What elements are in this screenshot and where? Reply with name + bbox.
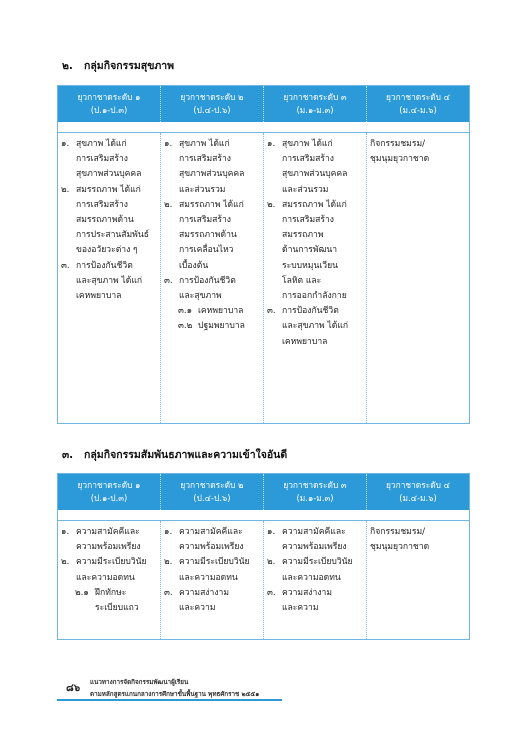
item-text-line: สมรรถภาพด้าน <box>179 230 237 241</box>
item-text <box>282 137 364 198</box>
item-text-line: การเสริมสร้าง <box>179 215 231 226</box>
item-text-line: ความพร้อมเพรียง <box>282 542 347 553</box>
item-text <box>179 586 261 616</box>
section-3-number: ๓. <box>62 449 74 461</box>
item-text-line: และส่วนรวม <box>179 184 226 195</box>
item-text-line: และส่วนรวม <box>282 184 329 195</box>
item-text <box>179 525 261 555</box>
list-item <box>164 274 261 304</box>
section-2-title: กลุ่มกิจกรรมสุขภาพ <box>84 60 175 72</box>
item-text-line: กิจกรรมชมรม/ <box>370 527 426 537</box>
section-2-header-row <box>58 86 469 122</box>
list-item <box>267 304 364 350</box>
section-2-number: ๒. <box>62 60 73 72</box>
item-number: ๑. <box>164 527 173 537</box>
item-text-line: ความมีระเบียบวินัย <box>282 557 353 568</box>
item-text <box>179 555 261 585</box>
item-text-line: การประสานสัมพันธ์ <box>76 230 149 241</box>
item-number: ๓. <box>164 275 173 286</box>
section2-cell-level-3 <box>263 133 366 423</box>
item-text-line: การเสริมสร้าง <box>76 199 128 210</box>
item-text-line: สุขภาพส่วนบุคคล <box>282 169 348 180</box>
section3-cell-level-2 <box>160 521 263 639</box>
item-text <box>282 586 364 616</box>
item-text-line: เคหพยาบาล <box>198 306 244 317</box>
item-text-line: การเสริมสร้าง <box>282 215 334 226</box>
item-text-line: สุขภาพ ได้แก่ <box>179 139 230 149</box>
item-text <box>282 198 364 304</box>
item-text <box>76 555 158 585</box>
item-text-line: ความสง่างาม <box>179 587 230 598</box>
list-item <box>164 319 261 334</box>
item-text <box>282 525 364 555</box>
item-number: ๓. <box>164 587 173 598</box>
header-level-2: ยุวกาชาดระดับ ๒ (ป.๔-ป.๖) <box>160 474 263 510</box>
item-text-line: การออกกำลังกาย <box>282 291 347 302</box>
item-text-line: ความมีระเบียบวินัย <box>179 557 250 568</box>
list-item <box>164 555 261 585</box>
list-item <box>164 137 261 198</box>
item-text-line: และความอดทน <box>179 572 238 583</box>
item-text-line: สมรรถภาพ ได้แก่ <box>76 184 141 195</box>
section-3-title: กลุ่มกิจกรรมสัมพันธภาพและความเข้าใจอันดี <box>84 449 288 461</box>
item-text <box>76 525 158 555</box>
list-item <box>267 555 364 585</box>
item-text-line: การป้องกันชีวิต <box>179 275 236 286</box>
list-item <box>61 586 158 616</box>
item-text-line: สมรรถภาพ ได้แก่ <box>179 199 244 210</box>
item-text-line: ความพร้อมเพรียง <box>76 542 141 553</box>
item-text-line: โลหิต และ <box>282 275 322 286</box>
section2-cell-level-2 <box>160 133 263 423</box>
item-text <box>179 137 261 198</box>
header-level-3: ยุวกาชาดระดับ ๓ (ม.๑-ม.๓) <box>263 86 366 122</box>
item-text-line: ความสามัคคีและ <box>179 527 243 537</box>
item-text-line: ระเบียบแถว <box>95 603 139 614</box>
list-item <box>61 525 158 555</box>
header-spacer <box>58 510 469 521</box>
section2-cell-level-1 <box>58 133 160 423</box>
section-3-header-row <box>58 474 469 510</box>
item-text-line: และความอดทน <box>282 572 341 583</box>
item-text-line: สุขภาพส่วนบุคคล <box>76 169 142 180</box>
list-item <box>370 525 467 555</box>
item-text-line: การป้องกันชีวิต <box>76 260 133 271</box>
list-item <box>267 137 364 198</box>
item-number: ๓.๒ <box>178 321 193 332</box>
item-text-line: สุขภาพส่วนบุคคล <box>179 169 245 180</box>
item-text-line: เคหพยาบาล <box>282 336 328 347</box>
page-number: ๘๖ <box>66 683 81 694</box>
item-number: ๒. <box>61 184 70 195</box>
footer-rule <box>57 699 282 701</box>
section2-cell-level-4 <box>366 133 469 423</box>
item-number: ๓. <box>267 587 276 598</box>
item-text-line: และความอดทน <box>76 572 135 583</box>
list-item <box>61 555 158 585</box>
header-level-1: ยุวกาชาดระดับ ๑ (ป.๑-ป.๓) <box>77 480 141 503</box>
item-number: ๑. <box>267 527 276 537</box>
item-text <box>95 586 158 616</box>
section3-cell-level-3 <box>263 521 366 639</box>
footer-title: แนวทางการจัดกิจกรรมพัฒนาผู้เรียน <box>90 679 189 686</box>
item-number: ๒. <box>267 199 276 210</box>
header-level-4: ยุวกาชาดระดับ ๔ (ม.๔-ม.๖) <box>366 474 469 510</box>
item-text <box>198 319 261 334</box>
item-text-line: ฝึกทักษะ <box>95 587 127 598</box>
list-item <box>267 198 364 304</box>
item-text-line: ชุมนุมยุวกาชาด <box>370 154 430 165</box>
item-text-line: สุขภาพ ได้แก่ <box>76 139 127 149</box>
item-text-line: และความ <box>179 603 216 614</box>
item-number: ๒.๑ <box>75 587 89 598</box>
item-text <box>282 304 364 350</box>
list-item <box>164 304 261 319</box>
item-text-line: ความพร้อมเพรียง <box>179 542 244 553</box>
item-text-line: กิจกรรมชมรม/ <box>370 139 426 149</box>
header-level-1: ยุวกาชาดระดับ ๑ (ป.๑-ป.๓) <box>77 92 141 115</box>
item-text-line: การป้องกันชีวิต <box>282 306 339 317</box>
item-text-line: ความสามัคคีและ <box>282 527 346 537</box>
list-item <box>267 586 364 616</box>
item-number: ๑. <box>267 139 276 149</box>
item-text-line: และสุขภาพ <box>179 291 222 302</box>
item-number: ๒. <box>61 557 70 568</box>
item-text-line: เคหพยาบาล <box>76 291 122 302</box>
list-item <box>370 137 467 167</box>
section-2-heading <box>62 57 174 74</box>
list-item <box>61 183 158 259</box>
item-text-line: ความสง่างาม <box>282 587 333 598</box>
section-2-table <box>57 85 470 424</box>
item-text <box>370 525 467 555</box>
section3-cell-level-1 <box>58 521 160 639</box>
header-level-2: ยุวกาชาดระดับ ๒ (ป.๔-ป.๖) <box>160 86 263 122</box>
item-number: ๑. <box>61 527 70 537</box>
item-number: ๑. <box>164 139 173 149</box>
item-text-line: สมรรถภาพ <box>282 230 324 241</box>
item-text <box>282 555 364 585</box>
item-text <box>76 137 158 183</box>
list-item <box>164 198 261 274</box>
item-number: ๒. <box>267 557 276 568</box>
item-number: ๒. <box>164 557 173 568</box>
item-text-line: สุขภาพ ได้แก่ <box>282 139 333 149</box>
item-text <box>76 183 158 259</box>
item-text <box>179 198 261 274</box>
item-number: ๓. <box>267 306 276 317</box>
item-number: ๓.๑ <box>178 306 193 317</box>
item-text-line: ระบบหมุนเวียน <box>282 260 339 271</box>
list-item <box>164 525 261 555</box>
item-text-line: ความมีระเบียบวินัย <box>76 557 147 568</box>
item-text <box>198 304 261 319</box>
item-text-line: การเสริมสร้าง <box>282 154 334 165</box>
section-3-heading <box>62 446 287 463</box>
item-text-line: เบื้องต้น <box>179 260 209 271</box>
item-text-line: และความ <box>282 603 319 614</box>
header-spacer <box>58 122 469 133</box>
footer-subtitle: ตามหลักสูตรแกนกลางการศึกษาขั้นพื้นฐาน พุทธศักราช ๒๕๕๑ <box>90 691 260 698</box>
section-3-table <box>57 473 470 640</box>
section-2-body-row <box>58 133 469 423</box>
item-text <box>76 259 158 305</box>
item-text-line: การเสริมสร้าง <box>76 154 128 165</box>
item-text <box>179 274 261 304</box>
item-text-line: สมรรถภาพ ได้แก่ <box>282 199 347 210</box>
item-number: ๓. <box>61 260 70 271</box>
item-number: ๑. <box>61 139 70 149</box>
item-text-line: ด้านการพัฒนา <box>282 245 338 256</box>
item-text-line: การเคลื่อนไหว <box>179 245 234 256</box>
section-3-body-row <box>58 521 469 639</box>
list-item <box>61 259 158 305</box>
header-level-3: ยุวกาชาดระดับ ๓ (ม.๑-ม.๓) <box>263 474 366 510</box>
item-text-line: ปฐมพยาบาล <box>198 321 245 332</box>
list-item <box>267 525 364 555</box>
list-item <box>164 586 261 616</box>
header-level-4: ยุวกาชาดระดับ ๔ (ม.๔-ม.๖) <box>366 86 469 122</box>
item-text-line: ของอวัยวะต่าง ๆ <box>76 245 138 256</box>
item-text-line: และสุขภาพ ได้แก่ <box>282 321 349 332</box>
item-text-line: ความสามัคคีและ <box>76 527 140 537</box>
list-item <box>61 137 158 183</box>
item-number: ๒. <box>164 199 173 210</box>
item-text-line: และสุขภาพ ได้แก่ <box>76 275 143 286</box>
item-text-line: การเสริมสร้าง <box>179 154 231 165</box>
item-text-line: สมรรถภาพด้าน <box>76 215 134 226</box>
item-text-line: ชุมนุมยุวกาชาด <box>370 542 430 553</box>
item-text <box>370 137 467 167</box>
section3-cell-level-4 <box>366 521 469 639</box>
